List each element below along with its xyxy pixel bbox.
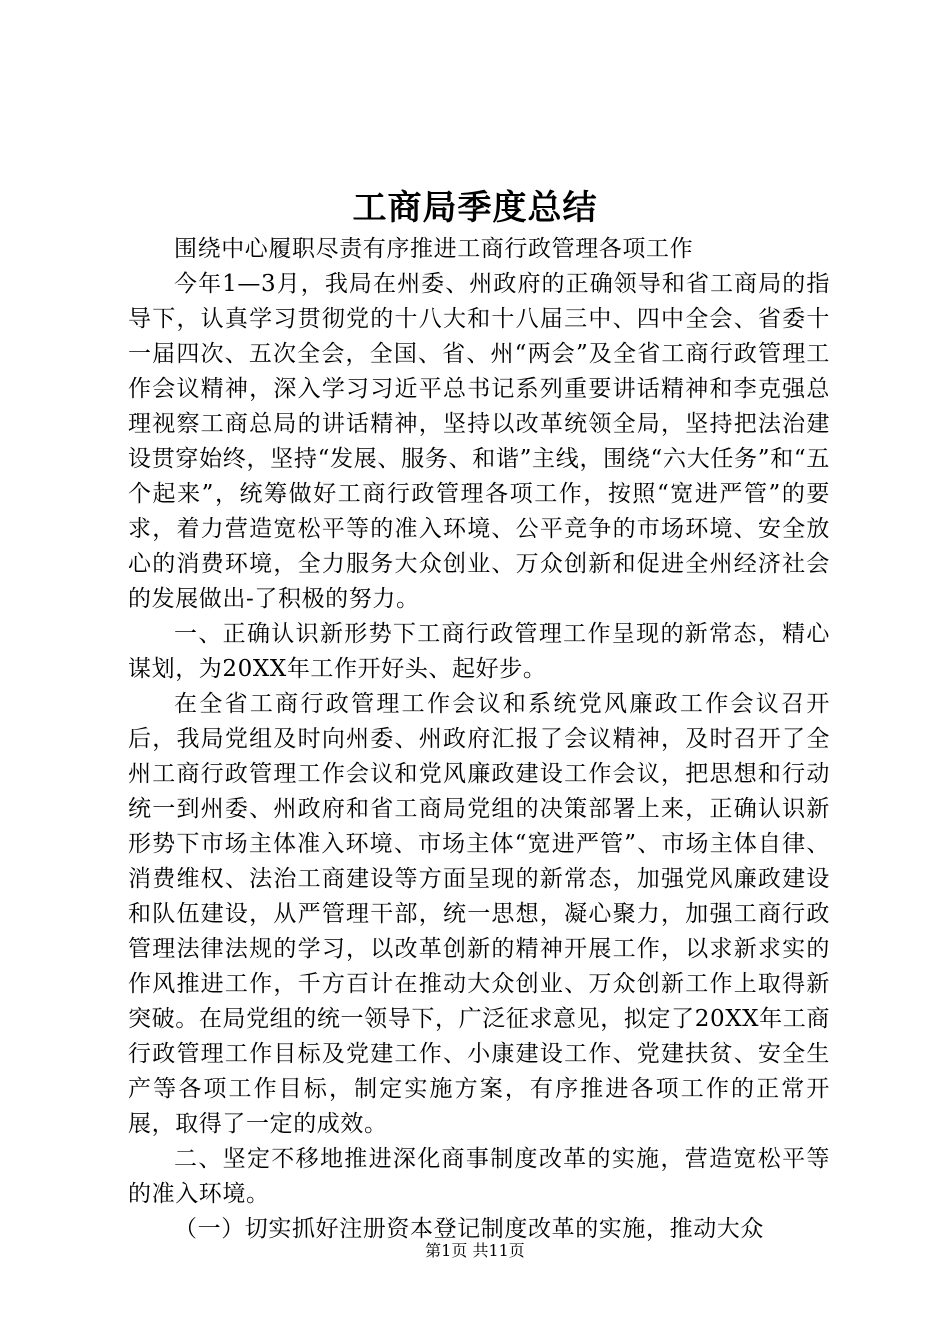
body-paragraph-subtitle: 围绕中心履职尽责有序推进工商行政管理各项工作 [174, 236, 694, 262]
body-paragraph-section-2-heading: 二、坚定不移地推进深化商事制度改革的实施，营造宽松平等的准入环境。 [128, 1146, 830, 1207]
body-paragraph-intro: 今年1—3月，我局在州委、州政府的正确领导和省工商局的指导下，认真学习贯彻党的十八大和十八届三中、四中全会、省委十一届四次、五次全会，全国、省、州“两会”及全省工商行政管理工作会议精神，深入学习习近平总书记系列重要讲话精神和李克强总理视察工商总局的讲话精神，坚持以改革统领全局，坚持把法治建设贯穿始终，坚持“发展、服务、和谐”主线，围绕“六大任务”和“五个起来”，统筹做好工商行政管理各项工作，按照“宽进严管”的要求，着力营造宽松平等的准入环境、公平竞争的市场环境、安全放心的消费环境，全力服务大众创业、万众创新和促进全州经济社会的发展做出-了积极的努力。 [128, 271, 830, 612]
document-title: 工商局季度总结 [352, 188, 598, 228]
body-paragraph-section-1-content: 在全省工商行政管理工作会议和系统党风廉政工作会议召开后，我局党组及时向州委、州政府汇报了会议精神，及时召开了全州工商行政管理工作会议和党风廉政建设工作会议，把思想和行动统一到州委、州政府和省工商局党组的决策部署上来，正确认识新形势下市场主体准入环境、市场主体“宽进严管”、市场主体自律、消费维权、法治工商建设等方面呈现的新常态，加强党风廉政建设和队伍建设，从严管理干部，统一思想，凝心聚力，加强工商行政管理法律法规的学习，以改革创新的精神开展工作，以求新求实的作风推进工作，千方百计在推动大众创业、万众创新工作上取得新突破。在局党组的统一领导下，广泛征求意见，拟定了20XX年工商行政管理工作目标及党建工作、小康建设工作、党建扶贫、安全生产等各项工作目标，制定实施方案，有序推进各项工作的正常开展，取得了一定的成效。 [128, 691, 830, 1137]
page-footer: 第1页 共11页 [425, 1241, 525, 1260]
body-paragraph-subsection-1: （一）切实抓好注册资本登记制度改革的实施，推动大众 [174, 1216, 764, 1242]
body-paragraph-section-1-heading: 一、正确认识新形势下工商行政管理工作呈现的新常态，精心谋划，为20XX年工作开好头、起好步。 [128, 621, 830, 682]
document-body [128, 232, 830, 1247]
